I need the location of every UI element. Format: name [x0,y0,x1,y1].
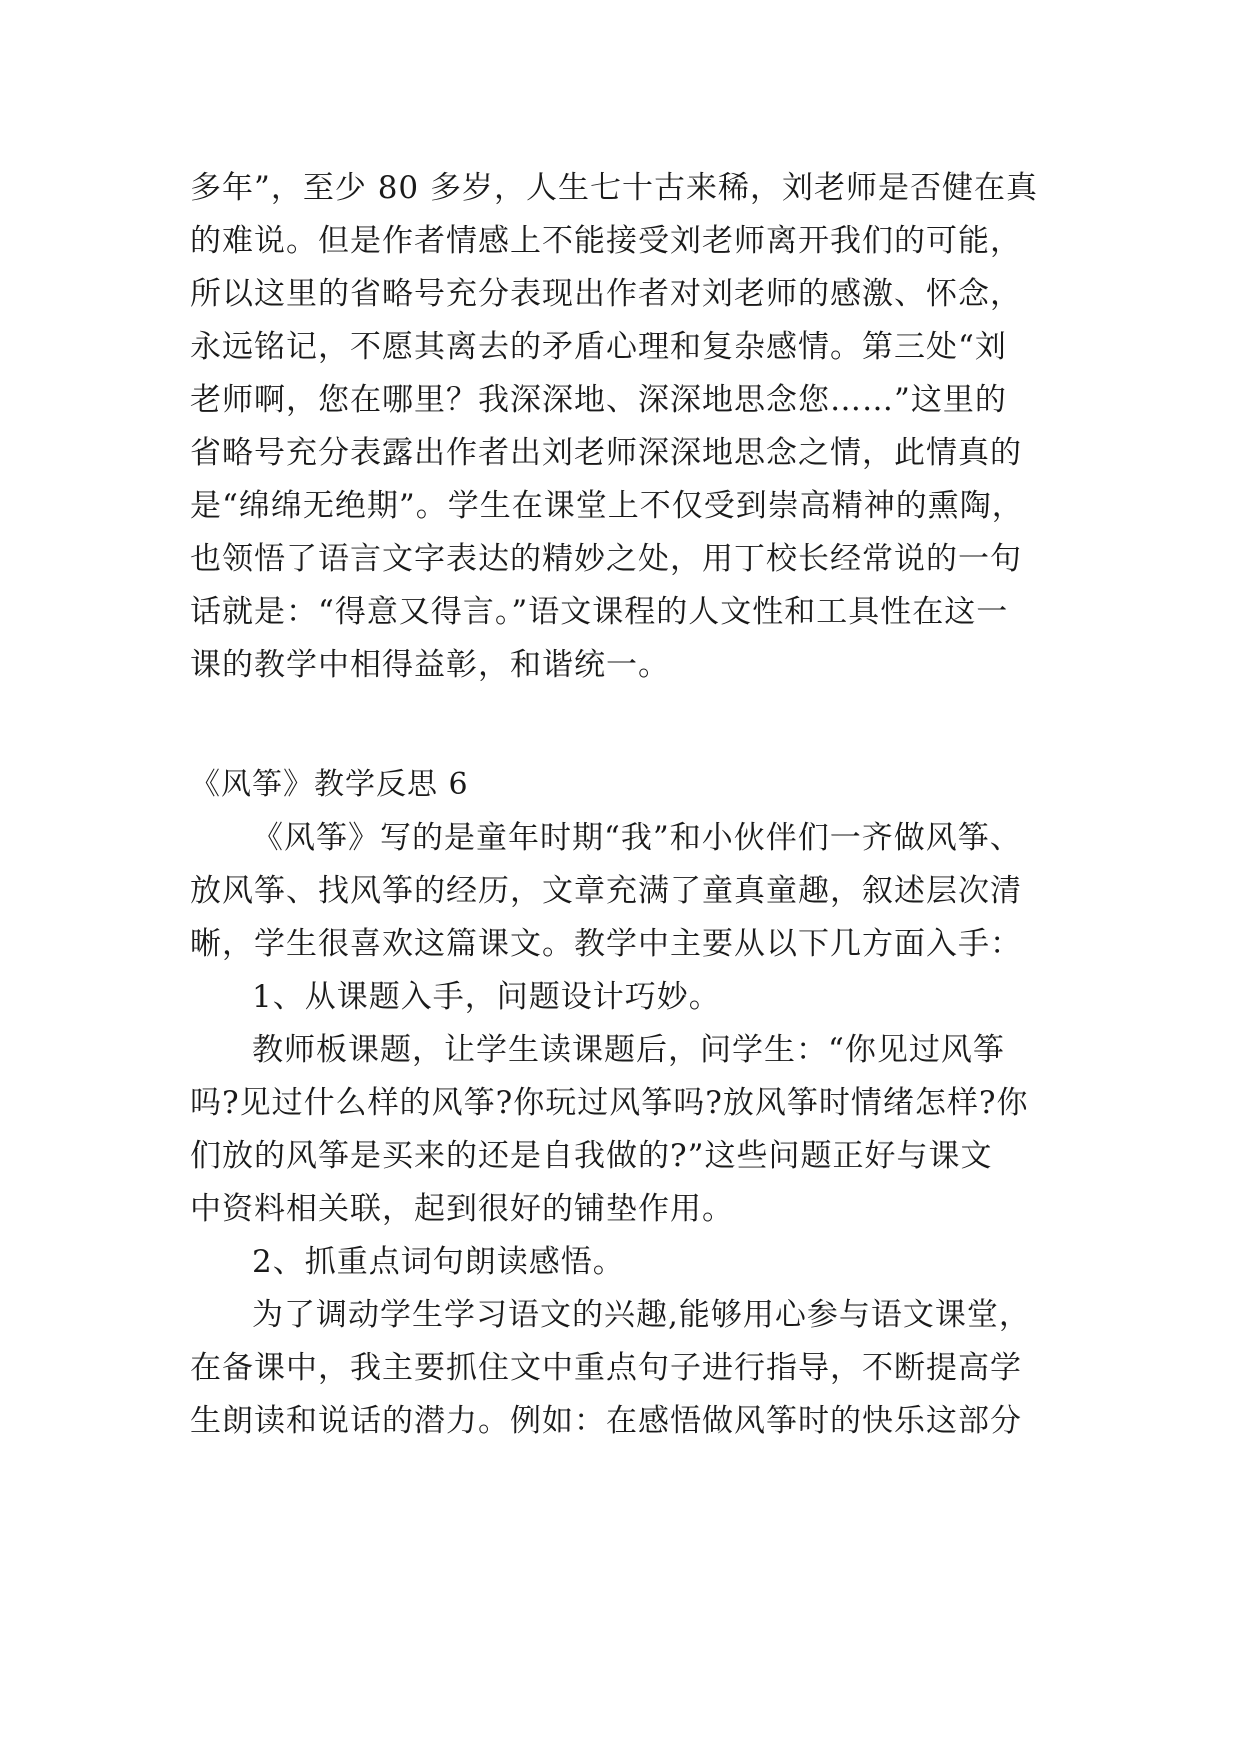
paragraph-line: 是“绵绵无绝期”。学生在课堂上不仅受到崇高精神的熏陶， [190,488,1024,524]
paragraph-line: 《风筝》写的是童年时期“我”和小伙伴们一齐做风筝、 [252,820,1022,856]
paragraph-line: 永远铭记，不愿其离去的矛盾心理和复杂感情。第三处“刘 [190,329,1007,365]
paragraph-line: 中资料相关联，起到很好的铺垫作用。 [190,1191,734,1227]
paragraph-line: 教师板课题，让学生读课题后，问学生：“你见过风筝 [252,1032,1005,1068]
paragraph-line: 放风筝、找风筝的经历，文章充满了童真童趣，叙述层次清 [190,873,1022,909]
paragraph-line: 多年”，至少 80 多岁，人生七十古来稀，刘老师是否健在真 [190,170,1038,206]
paragraph-line: 在备课中，我主要抓住文中重点句子进行指导，不断提高学 [190,1350,1022,1386]
section-title: 《风筝》教学反思 6 [190,767,469,802]
point-heading: 1、从课题入手，问题设计巧妙。 [252,979,721,1015]
point-heading: 2、抓重点词句朗读感悟。 [252,1244,625,1280]
paragraph-line: 为了调动学生学习语文的兴趣,能够用心参与语文课堂， [252,1297,1031,1333]
paragraph-line: 所以这里的省略号充分表现出作者对刘老师的感激、怀念， [190,276,1022,312]
paragraph-line: 们放的风筝是买来的还是自我做的?”这些问题正好与课文 [190,1138,993,1174]
paragraph-line: 话就是：“得意又得言。”语文课程的人文性和工具性在这一 [190,594,1009,630]
paragraph-line: 吗?见过什么样的风筝?你玩过风筝吗?放风筝时情绪怎样?你 [190,1085,1029,1121]
paragraph-line: 的难说。但是作者情感上不能接受刘老师离开我们的可能， [190,223,1022,259]
paragraph-line: 生朗读和说话的潜力。例如：在感悟做风筝时的快乐这部分 [190,1403,1022,1439]
paragraph-line: 课的教学中相得益彰，和谐统一。 [190,647,670,683]
paragraph-line: 老师啊，您在哪里？我深深地、深深地思念您……”这里的 [190,382,1007,418]
paragraph-line: 省略号充分表露出作者出刘老师深深地思念之情，此情真的 [190,435,1022,471]
paragraph-line: 晰，学生很喜欢这篇课文。教学中主要从以下几方面入手： [190,926,1022,962]
paragraph-line: 也领悟了语言文字表达的精妙之处，用丁校长经常说的一句 [190,541,1022,577]
